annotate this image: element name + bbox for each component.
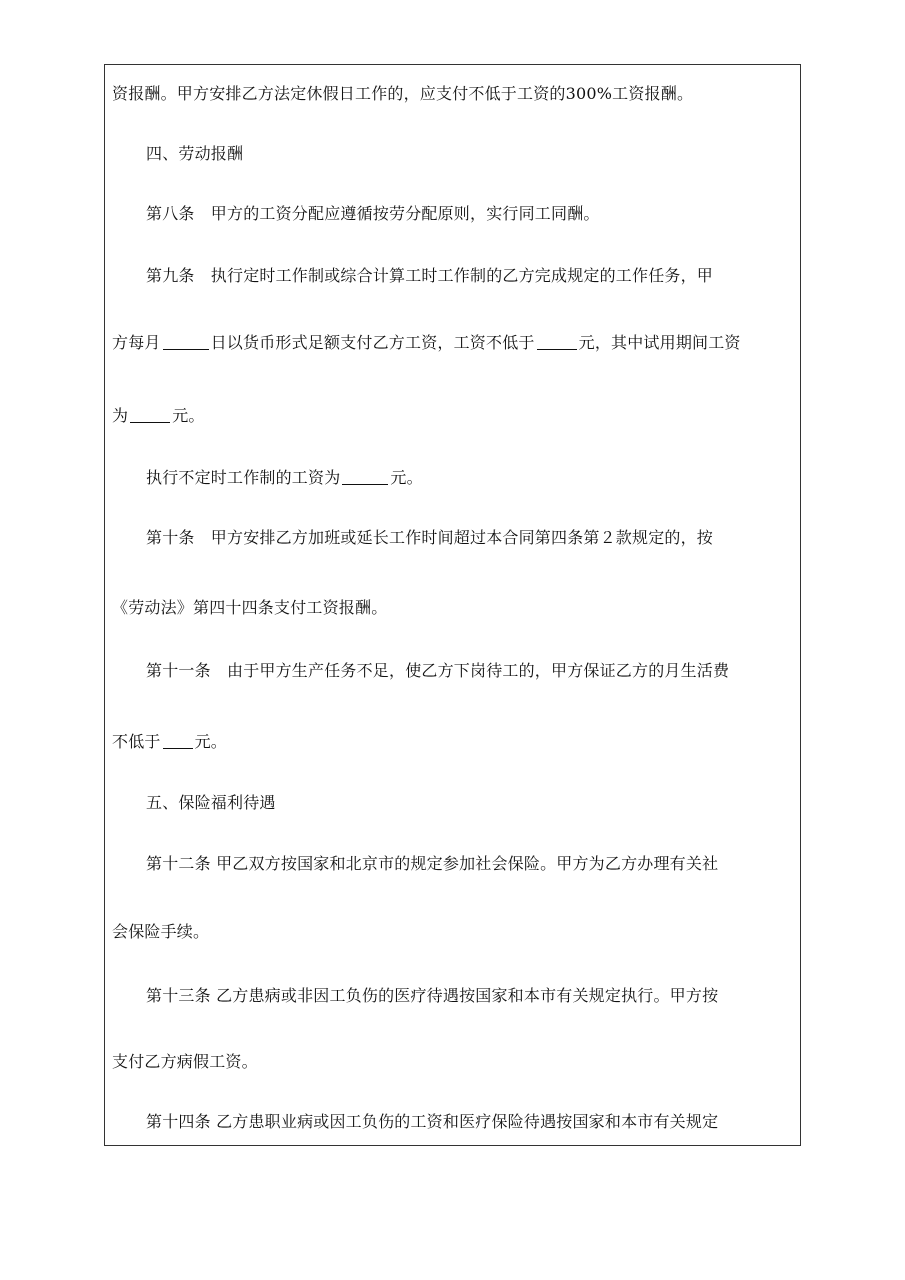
- section-heading-insurance: 五、保险福利待遇: [146, 793, 276, 812]
- irregular-hours-wage-line: [146, 468, 423, 488]
- article-13-line-1: 第十三条 乙方患病或非因工负伤的医疗待遇按国家和本市有关规定执行。甲方按: [146, 986, 719, 1005]
- article-9-line-1: 第九条 执行定时工作制或综合计算工时工作制的乙方完成规定的工作任务，甲: [146, 266, 714, 285]
- text-segment: 方每月: [112, 333, 161, 352]
- article-10-line-1: 第十条 甲方安排乙方加班或延长工作时间超过本合同第四条第２款规定的，按: [146, 528, 714, 547]
- text-segment: 元。: [390, 468, 423, 487]
- article-9-line-3: [112, 406, 205, 426]
- article-11-line-2: [112, 732, 227, 752]
- text-segment: 不低于: [112, 732, 161, 751]
- article-8: 第八条 甲方的工资分配应遵循按劳分配原则，实行同工同酬。: [146, 204, 600, 223]
- article-10-line-2: 《劳动法》第四十四条支付工资报酬。: [112, 598, 388, 617]
- text-segment: 元。: [172, 406, 205, 425]
- article-12-line-2: 会保险手续。: [112, 922, 210, 941]
- blank-field-living-allowance[interactable]: [163, 732, 193, 749]
- section-heading-labor-pay: 四、劳动报酬: [146, 144, 244, 163]
- article-14-line-1: 第十四条 乙方患职业病或因工负伤的工资和医疗保险待遇按国家和本市有关规定: [146, 1112, 719, 1131]
- article-11-line-1: 第十一条 由于甲方生产任务不足，使乙方下岗待工的，甲方保证乙方的月生活费: [146, 661, 730, 680]
- blank-field-irregular-wage[interactable]: [342, 468, 388, 485]
- text-segment: 为: [112, 406, 129, 425]
- text-line: 资报酬。甲方安排乙方法定休假日工作的，应支付不低于工资的300%工资报酬。: [112, 84, 694, 103]
- article-12-line-1: 第十二条 甲乙双方按国家和北京市的规定参加社会保险。甲方为乙方办理有关社: [146, 854, 719, 873]
- article-13-line-2: 支付乙方病假工资。: [112, 1052, 258, 1071]
- article-9-line-2: [112, 333, 741, 353]
- text-segment: 日以货币形式足额支付乙方工资，工资不低于: [210, 333, 535, 352]
- blank-field-probation-wage[interactable]: [130, 406, 170, 423]
- text-segment: 执行不定时工作制的工资为: [146, 468, 341, 487]
- blank-field-wage[interactable]: [537, 333, 577, 350]
- blank-field-payday[interactable]: [163, 333, 209, 350]
- text-segment: 元，其中试用期间工资: [578, 333, 741, 352]
- text-segment: 元。: [194, 732, 228, 751]
